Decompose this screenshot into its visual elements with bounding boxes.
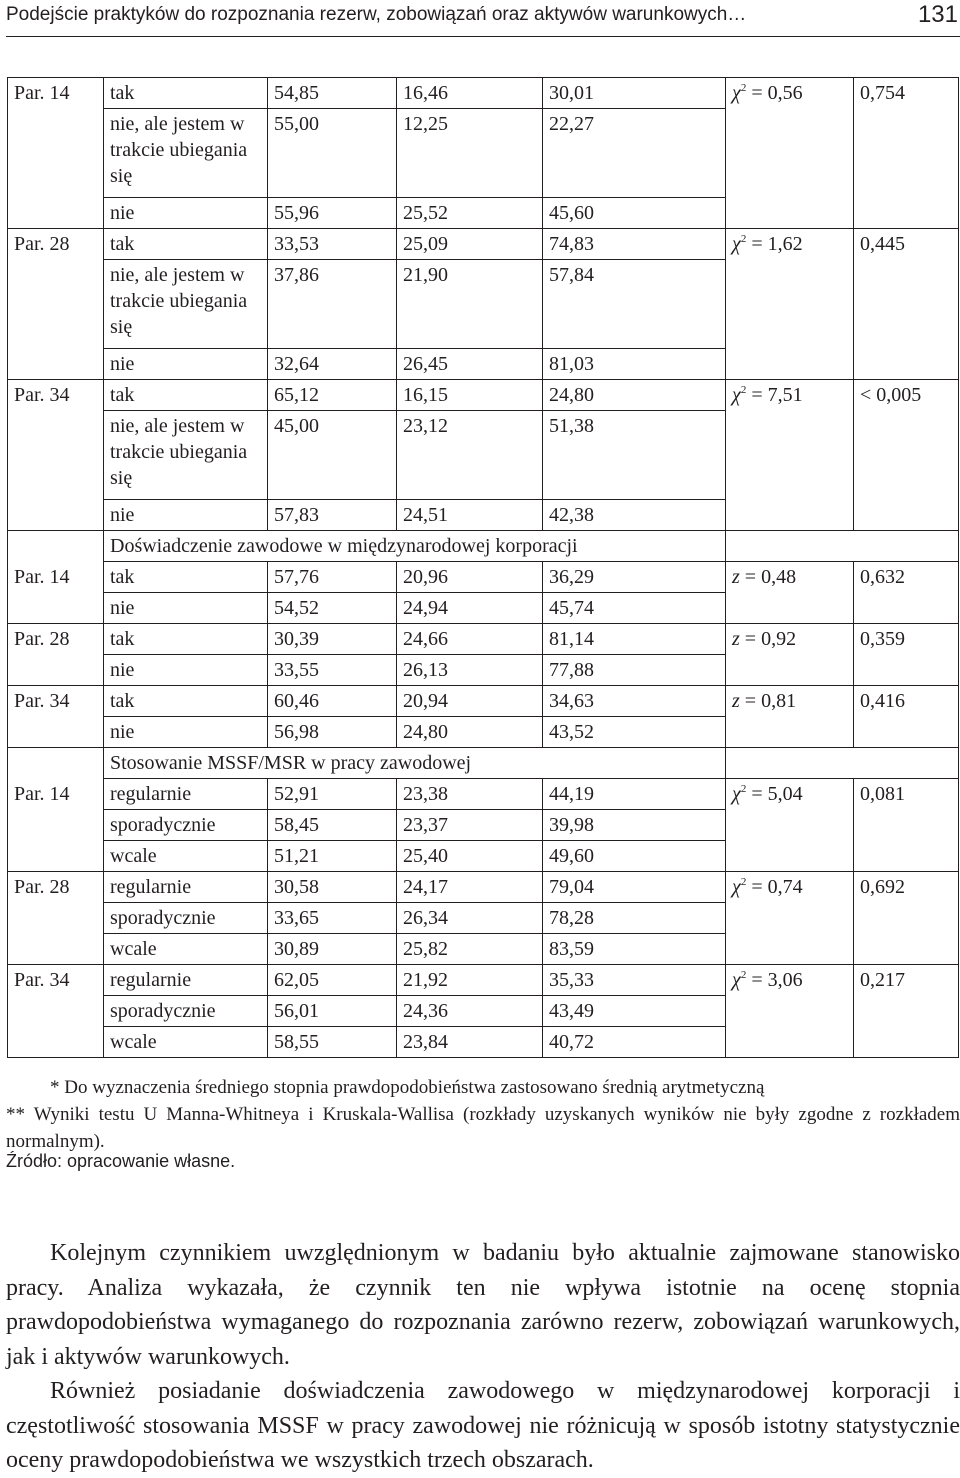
statistic-symbol: z xyxy=(732,690,740,712)
value-cell: 33,55 xyxy=(268,655,397,686)
statistic-symbol: z xyxy=(732,566,740,588)
p-value: 0,632 xyxy=(854,562,959,624)
test-statistic xyxy=(726,624,854,686)
value-cell: 74,83 xyxy=(543,229,726,260)
value-cell: 20,94 xyxy=(397,686,543,717)
section-title: Stosowanie MSSF/MSR w pracy zawodowej xyxy=(104,748,726,779)
empty-cell xyxy=(726,748,959,779)
statistic-exponent: 2 xyxy=(740,783,747,795)
statistic-symbol: χ xyxy=(732,969,741,991)
p-value: 0,416 xyxy=(854,686,959,748)
answer-label: nie xyxy=(104,593,268,624)
test-statistic xyxy=(726,779,854,872)
value-cell: 57,84 xyxy=(543,260,726,349)
value-cell: 45,00 xyxy=(268,411,397,500)
value-cell: 33,53 xyxy=(268,229,397,260)
statistic-exponent: 2 xyxy=(740,233,747,245)
value-cell: 24,94 xyxy=(397,593,543,624)
table-note: ** Wyniki testu U Manna-Whitneya i Kruskala-Wallisa (rozkłady uzyskanych wyników nie były zgodne z rozkładem normalnym). xyxy=(6,1104,960,1152)
value-cell: 43,49 xyxy=(543,996,726,1027)
value-cell: 52,91 xyxy=(268,779,397,810)
answer-label: wcale xyxy=(104,934,268,965)
value-cell: 30,01 xyxy=(543,78,726,109)
statistic-exponent: 2 xyxy=(740,82,747,94)
statistic-value: = 1,62 xyxy=(746,233,803,255)
value-cell: 21,92 xyxy=(397,965,543,996)
test-statistic xyxy=(726,562,854,624)
value-cell: 32,64 xyxy=(268,349,397,380)
page-number: 131 xyxy=(917,1,958,28)
test-statistic xyxy=(726,686,854,748)
value-cell: 26,45 xyxy=(397,349,543,380)
table-row xyxy=(8,779,959,810)
value-cell: 36,29 xyxy=(543,562,726,593)
par-label: Par. 14 xyxy=(8,779,104,872)
value-cell: 24,66 xyxy=(397,624,543,655)
answer-label: sporadycznie xyxy=(104,810,268,841)
answer-label: regularnie xyxy=(104,872,268,903)
paragraph: Również posiadanie doświadczenia zawodowego w międzynarodowej korporacji i częstotliwość stosowania MSSF w pracy zawodowej nie różnicują w sposób istotny statystycznie oceny prawdopodobieństwa we wszystkich trzech obszarach. xyxy=(6,1378,960,1473)
value-cell: 57,76 xyxy=(268,562,397,593)
empty-cell xyxy=(8,748,104,779)
answer-label: nie xyxy=(104,349,268,380)
value-cell: 26,34 xyxy=(397,903,543,934)
statistic-value: = 0,92 xyxy=(739,628,797,650)
value-cell: 23,12 xyxy=(397,411,543,500)
value-cell: 37,86 xyxy=(268,260,397,349)
value-cell: 81,03 xyxy=(543,349,726,380)
value-cell: 23,38 xyxy=(397,779,543,810)
answer-label: regularnie xyxy=(104,779,268,810)
value-cell: 21,90 xyxy=(397,260,543,349)
p-value: 0,359 xyxy=(854,624,959,686)
answer-label: nie xyxy=(104,500,268,531)
empty-cell xyxy=(8,531,104,562)
value-cell: 20,96 xyxy=(397,562,543,593)
statistic-value: = 0,81 xyxy=(739,690,797,712)
answer-label: nie, ale jestem w trakcie ubiegania się xyxy=(104,260,268,349)
value-cell: 55,96 xyxy=(268,198,397,229)
value-cell: 39,98 xyxy=(543,810,726,841)
statistic-exponent: 2 xyxy=(740,969,747,981)
value-cell: 22,27 xyxy=(543,109,726,198)
answer-label: nie, ale jestem w trakcie ubiegania się xyxy=(104,109,268,198)
statistic-symbol: z xyxy=(732,628,740,650)
value-cell: 24,36 xyxy=(397,996,543,1027)
table-row xyxy=(8,965,959,996)
value-cell: 56,01 xyxy=(268,996,397,1027)
table-note: * Do wyznaczenia średniego stopnia prawdopodobieństwa zastosowano średnią arytmetyczną xyxy=(50,1077,765,1098)
answer-label: wcale xyxy=(104,1027,268,1058)
table-row xyxy=(8,872,959,903)
section-row xyxy=(8,748,959,779)
statistic-value: = 0,48 xyxy=(739,566,797,588)
statistic-symbol: χ xyxy=(732,876,741,898)
test-statistic xyxy=(726,229,854,380)
value-cell: 34,63 xyxy=(543,686,726,717)
statistic-exponent: 2 xyxy=(740,384,747,396)
value-cell: 44,19 xyxy=(543,779,726,810)
body-text xyxy=(6,1236,960,1478)
value-cell: 35,33 xyxy=(543,965,726,996)
value-cell: 25,52 xyxy=(397,198,543,229)
value-cell: 23,37 xyxy=(397,810,543,841)
answer-label: regularnie xyxy=(104,965,268,996)
value-cell: 24,17 xyxy=(397,872,543,903)
value-cell: 26,13 xyxy=(397,655,543,686)
p-value: 0,754 xyxy=(854,78,959,229)
p-value: 0,692 xyxy=(854,872,959,965)
value-cell: 42,38 xyxy=(543,500,726,531)
par-label: Par. 14 xyxy=(8,562,104,624)
statistic-symbol: χ xyxy=(732,82,741,104)
table-row xyxy=(8,686,959,717)
value-cell: 24,80 xyxy=(397,717,543,748)
value-cell: 58,55 xyxy=(268,1027,397,1058)
test-statistic xyxy=(726,380,854,531)
table-row xyxy=(8,562,959,593)
statistic-exponent: 2 xyxy=(740,876,747,888)
value-cell: 33,65 xyxy=(268,903,397,934)
answer-label: nie xyxy=(104,655,268,686)
results-table xyxy=(7,77,959,1058)
statistic-value: = 7,51 xyxy=(746,384,803,406)
value-cell: 45,60 xyxy=(543,198,726,229)
answer-label: tak xyxy=(104,78,268,109)
value-cell: 79,04 xyxy=(543,872,726,903)
table-row xyxy=(8,380,959,411)
value-cell: 30,89 xyxy=(268,934,397,965)
value-cell: 16,46 xyxy=(397,78,543,109)
value-cell: 49,60 xyxy=(543,841,726,872)
table-notes xyxy=(6,1074,960,1155)
statistic-symbol: χ xyxy=(732,783,741,805)
statistic-symbol: χ xyxy=(732,384,741,406)
p-value: < 0,005 xyxy=(854,380,959,531)
value-cell: 30,39 xyxy=(268,624,397,655)
value-cell: 24,80 xyxy=(543,380,726,411)
value-cell: 54,52 xyxy=(268,593,397,624)
section-title: Doświadczenie zawodowe w międzynarodowej korporacji xyxy=(104,531,726,562)
answer-label: tak xyxy=(104,380,268,411)
value-cell: 57,83 xyxy=(268,500,397,531)
statistic-value: = 0,56 xyxy=(746,82,803,104)
test-statistic xyxy=(726,965,854,1058)
value-cell: 30,58 xyxy=(268,872,397,903)
value-cell: 43,52 xyxy=(543,717,726,748)
answer-label: nie xyxy=(104,198,268,229)
value-cell: 16,15 xyxy=(397,380,543,411)
answer-label: tak xyxy=(104,686,268,717)
value-cell: 54,85 xyxy=(268,78,397,109)
statistic-symbol: χ xyxy=(732,233,741,255)
value-cell: 25,40 xyxy=(397,841,543,872)
par-label: Par. 28 xyxy=(8,872,104,965)
test-statistic xyxy=(726,872,854,965)
value-cell: 56,98 xyxy=(268,717,397,748)
answer-label: nie, ale jestem w trakcie ubiegania się xyxy=(104,411,268,500)
statistic-value: = 0,74 xyxy=(746,876,803,898)
running-header-title: Podejście praktyków do rozpoznania rezerw, zobowiązań oraz aktywów warunkowych… xyxy=(6,4,747,25)
answer-label: sporadycznie xyxy=(104,903,268,934)
value-cell: 83,59 xyxy=(543,934,726,965)
value-cell: 77,88 xyxy=(543,655,726,686)
value-cell: 60,46 xyxy=(268,686,397,717)
value-cell: 45,74 xyxy=(543,593,726,624)
answer-label: tak xyxy=(104,562,268,593)
value-cell: 51,38 xyxy=(543,411,726,500)
test-statistic xyxy=(726,78,854,229)
value-cell: 62,05 xyxy=(268,965,397,996)
value-cell: 25,09 xyxy=(397,229,543,260)
value-cell: 65,12 xyxy=(268,380,397,411)
table-row xyxy=(8,78,959,109)
table-source: Źródło: opracowanie własne. xyxy=(6,1151,236,1171)
statistic-value: = 3,06 xyxy=(746,969,803,991)
value-cell: 55,00 xyxy=(268,109,397,198)
value-cell: 58,45 xyxy=(268,810,397,841)
empty-cell xyxy=(726,531,959,562)
p-value: 0,445 xyxy=(854,229,959,380)
running-header xyxy=(6,0,960,37)
value-cell: 23,84 xyxy=(397,1027,543,1058)
par-label: Par. 34 xyxy=(8,965,104,1058)
value-cell: 12,25 xyxy=(397,109,543,198)
paragraph: Kolejnym czynnikiem uwzględnionym w badaniu było aktualnie zajmowane stanowisko pracy. Analiza wykazała, że czynnik ten nie wpływa istotnie na ocenę stopnia prawdopodobieństwa wymaganego do rozpoznania zarówno rezerw, zobowiązań warunkowych, jak i aktywów warunkowych. xyxy=(6,1240,960,1370)
answer-label: nie xyxy=(104,717,268,748)
value-cell: 25,82 xyxy=(397,934,543,965)
section-row xyxy=(8,531,959,562)
value-cell: 24,51 xyxy=(397,500,543,531)
p-value: 0,217 xyxy=(854,965,959,1058)
par-label: Par. 14 xyxy=(8,78,104,229)
p-value: 0,081 xyxy=(854,779,959,872)
results-table-body xyxy=(8,78,959,1058)
answer-label: tak xyxy=(104,624,268,655)
par-label: Par. 28 xyxy=(8,624,104,686)
table-row xyxy=(8,624,959,655)
answer-label: tak xyxy=(104,229,268,260)
statistic-value: = 5,04 xyxy=(746,783,803,805)
par-label: Par. 34 xyxy=(8,380,104,531)
value-cell: 81,14 xyxy=(543,624,726,655)
value-cell: 78,28 xyxy=(543,903,726,934)
answer-label: wcale xyxy=(104,841,268,872)
par-label: Par. 34 xyxy=(8,686,104,748)
answer-label: sporadycznie xyxy=(104,996,268,1027)
value-cell: 40,72 xyxy=(543,1027,726,1058)
par-label: Par. 28 xyxy=(8,229,104,380)
value-cell: 51,21 xyxy=(268,841,397,872)
table-row xyxy=(8,229,959,260)
